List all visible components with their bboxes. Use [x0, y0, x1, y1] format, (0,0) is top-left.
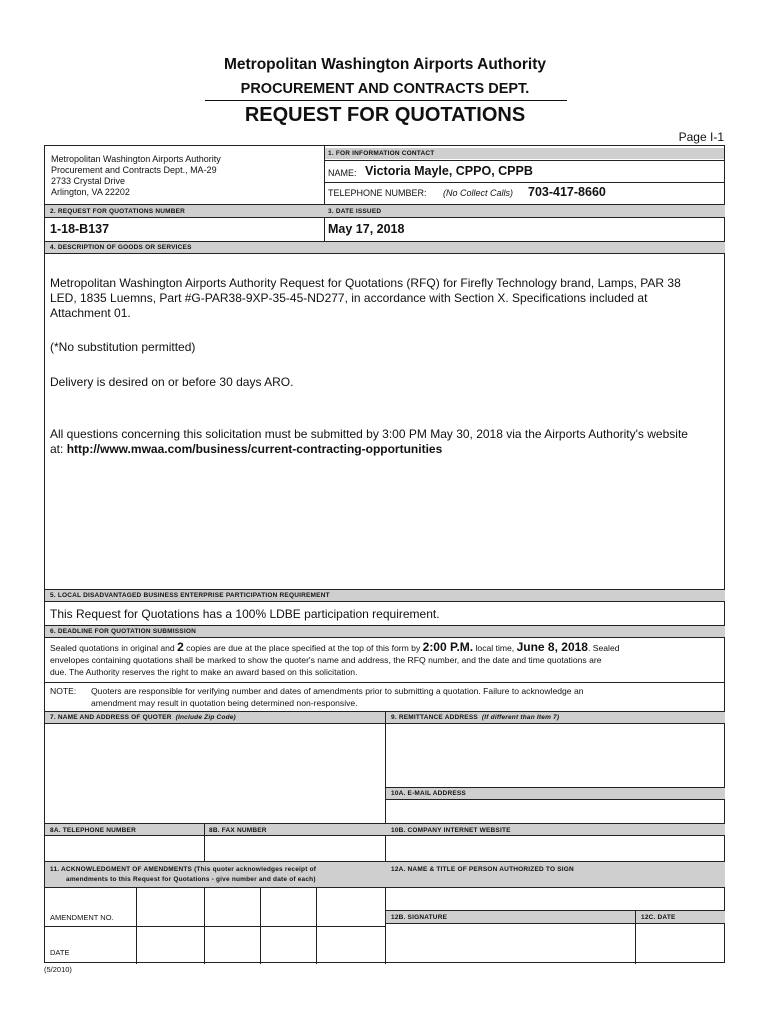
telephone-field[interactable]	[47, 837, 202, 859]
fax-number-label: 8B. FAX NUMBER	[209, 827, 267, 834]
signature-field[interactable]	[387, 925, 633, 962]
note-label: NOTE:	[50, 686, 77, 696]
acknowledgment-label-2: amendments to this Request for Quotations - give number and date of each)	[66, 876, 316, 883]
remittance-address-field[interactable]	[387, 725, 723, 787]
website-link[interactable]: http://www.mwaa.com/business/current-contracting-opportunities	[66, 442, 443, 456]
description-text: Metropolitan Washington Airports Authority Request for Quotations (RFQ) for Firefly Technology brand, Lamps, PAR 38 LED, 1835 Luemns, Part #G-PAR38-9XP-35-45-ND277, in accordance with Section X. Specifications included at Attachment 01.	[50, 276, 681, 320]
department-name: PROCUREMENT AND CONTRACTS DEPT.	[240, 81, 530, 97]
sign-date-label: 12C. DATE	[641, 914, 676, 921]
website-label: 10B. COMPANY INTERNET WEBSITE	[391, 827, 511, 834]
contact-name-label: NAME:	[328, 168, 357, 178]
issuer-address: Metropolitan Washington Airports Authority Procurement and Contracts Dept., MA-29 2733 Crystal Drive Arlington, VA 22202	[51, 154, 221, 197]
questions-text: All questions concerning this solicitation must be submitted by 3:00 PM May 30, 2018 via the Airports Authority's website at: http://www.mwaa.com/business/current-contracting-opportunities	[50, 427, 688, 456]
amendment-number-label: AMENDMENT NO.	[50, 913, 114, 922]
date-issued-label: 3. DATE ISSUED	[328, 208, 382, 215]
acknowledgment-label-1: 11. ACKNOWLEDGMENT OF AMENDMENTS (This quoter acknowledges receipt of	[50, 866, 317, 873]
description-label: 4. DESCRIPTION OF GOODS OR SERVICES	[50, 244, 192, 251]
deadline-text: Sealed quotations in original and 2 copies are due at the place specified at the top of this form by 2:00 P.M. local time, June 8, 2018. Sealed envelopes containing quotations shall be marked to show the quoter's name and address, the RFQ number, and the date and time quotations are due. The Authority reserves the right to make an award based on this solicitation.	[50, 640, 620, 677]
date-issued: May 17, 2018	[328, 222, 405, 236]
email-field[interactable]	[387, 801, 723, 822]
quoter-label: 7. NAME AND ADDRESS OF QUOTER (Include Zip Code)	[50, 714, 236, 721]
rfq-number: 1-18-B137	[50, 222, 110, 236]
ldbe-label: 5. LOCAL DISADVANTAGED BUSINESS ENTERPRISE PARTICIPATION REQUIREMENT	[50, 592, 330, 599]
form-revision: (5/2010)	[44, 965, 72, 974]
no-collect-note: (No Collect Calls)	[443, 188, 514, 198]
ldbe-text: This Request for Quotations has a 100% LDBE participation requirement.	[50, 607, 440, 621]
contact-phone: 703-417-8660	[528, 185, 606, 199]
signature-label: 12B. SIGNATURE	[391, 914, 448, 921]
page-number: Page I-1	[678, 130, 724, 144]
sign-date-field[interactable]	[637, 925, 723, 962]
amendment-cell[interactable]	[262, 889, 314, 925]
note-text: Quoters are responsible for verifying number and dates of amendments prior to submitting a quotation. Failure to acknowledge an amendment may result in quotation being determined non-responsive.	[91, 686, 584, 708]
telephone-label: TELEPHONE NUMBER:	[328, 188, 427, 198]
telephone-number-label: 8A. TELEPHONE NUMBER	[50, 827, 136, 834]
organization-name: Metropolitan Washington Airports Authority	[223, 56, 547, 73]
email-label: 10A. E-MAIL ADDRESS	[391, 790, 466, 797]
amendment-cell[interactable]	[206, 889, 258, 925]
amendment-cell[interactable]	[138, 889, 202, 925]
website-field[interactable]	[387, 837, 723, 859]
contact-name: Victoria Mayle, CPPO, CPPB	[365, 164, 533, 178]
rfq-form	[44, 145, 725, 963]
signer-name-field[interactable]	[387, 889, 723, 908]
amendment-cell[interactable]	[318, 889, 383, 925]
rfq-number-label: 2. REQUEST FOR QUOTATIONS NUMBER	[50, 208, 186, 215]
no-substitution-text: (*No substitution permitted)	[50, 340, 196, 354]
fax-field[interactable]	[206, 837, 383, 859]
header-underline	[205, 100, 567, 101]
quoter-address-field[interactable]	[47, 725, 383, 821]
remittance-label: 9. REMITTANCE ADDRESS (If different than Item 7)	[391, 714, 560, 721]
amendment-date-label: DATE	[50, 948, 70, 957]
deadline-label: 6. DEADLINE FOR QUOTATION SUBMISSION	[50, 628, 196, 635]
form-title: REQUEST FOR QUOTATIONS	[244, 104, 526, 126]
signer-label: 12A. NAME & TITLE OF PERSON AUTHORIZED TO SIGN	[391, 866, 574, 873]
delivery-text: Delivery is desired on or before 30 days ARO.	[50, 375, 294, 389]
contact-label: 1. FOR INFORMATION CONTACT	[328, 150, 435, 157]
